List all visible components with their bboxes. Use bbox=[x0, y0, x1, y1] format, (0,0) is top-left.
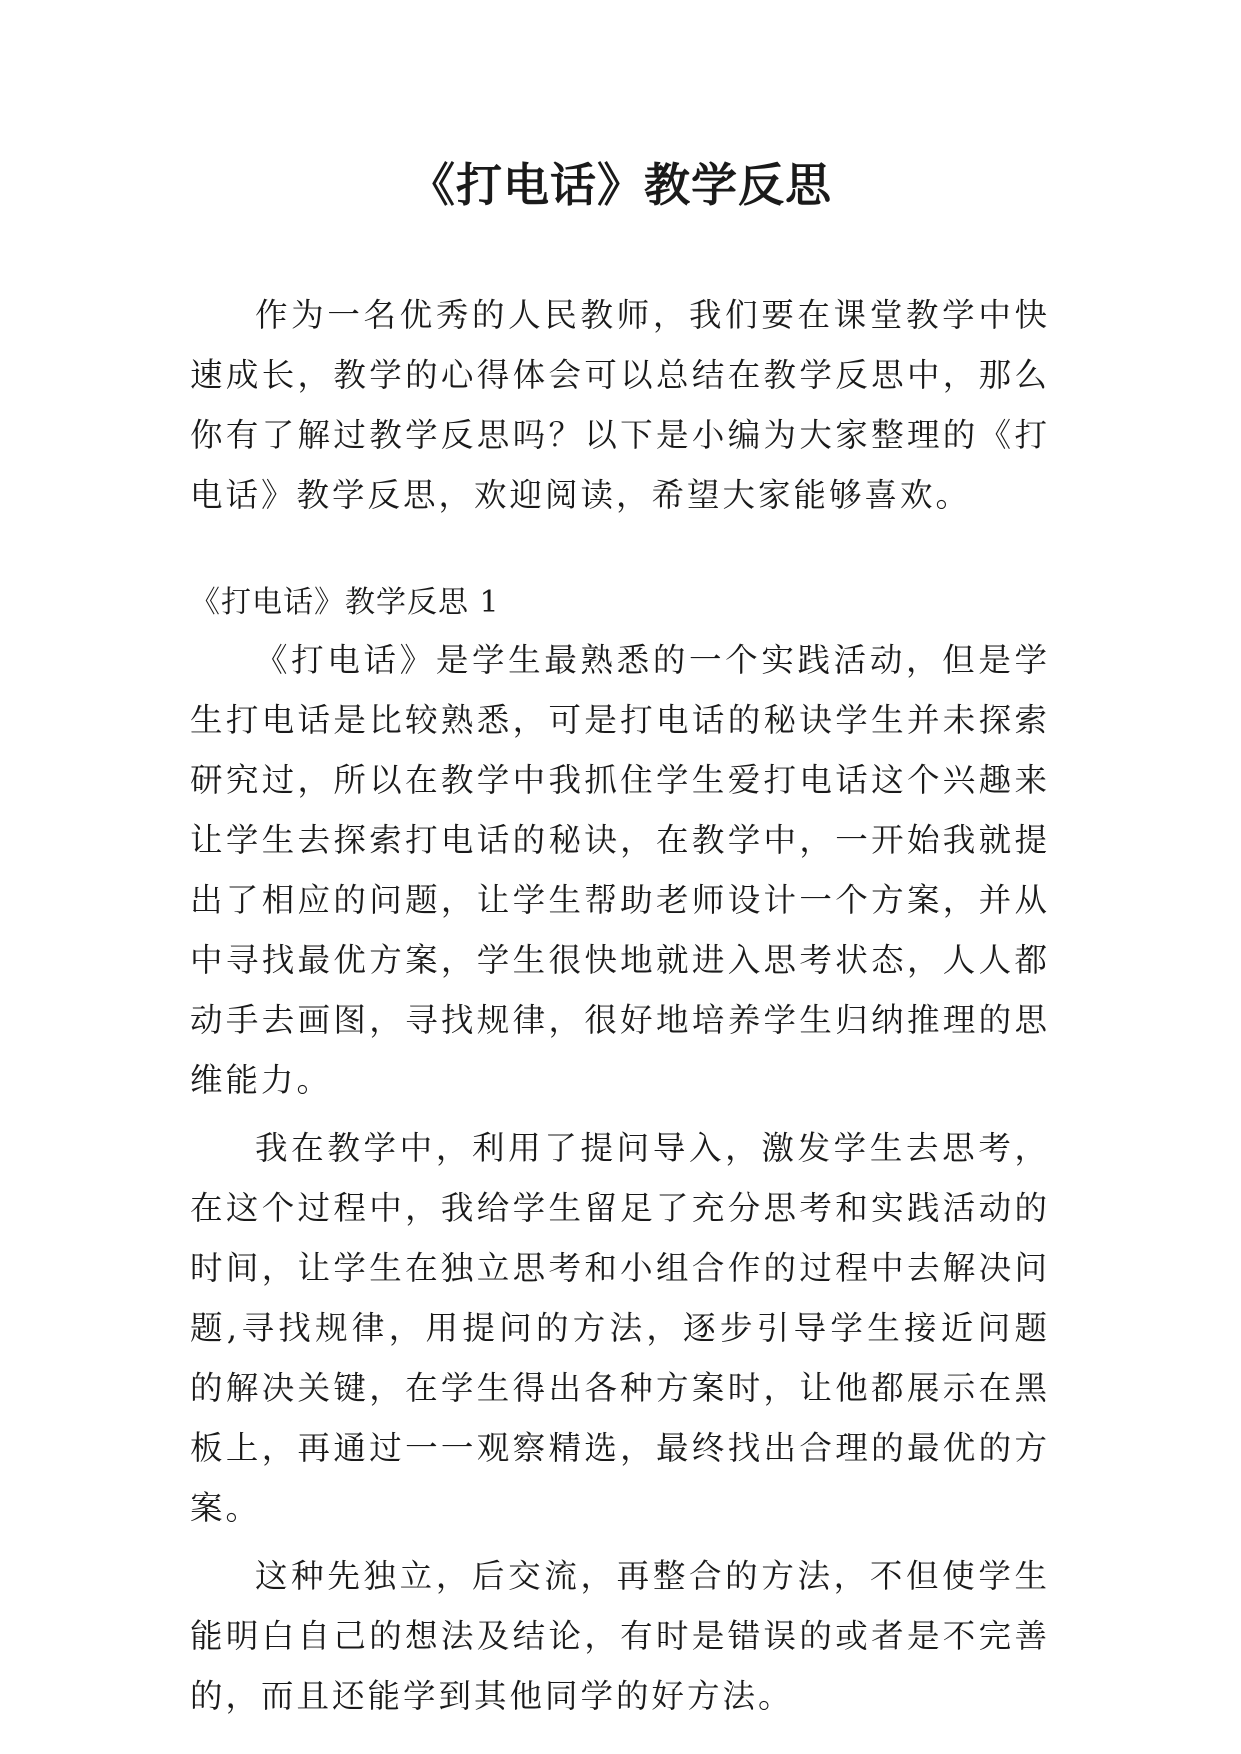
document-title: 《打电话》教学反思 bbox=[409, 158, 832, 212]
section-content bbox=[190, 630, 1050, 1734]
body-paragraph-3: 这种先独立，后交流，再整合的方法，不但使学生能明白自己的想法及结论，有时是错误的或者是不完善的，而且还能学到其他同学的好方法。 bbox=[190, 1557, 1050, 1715]
intro-block bbox=[190, 285, 1050, 525]
section-heading: 《打电话》教学反思 1 bbox=[190, 585, 500, 620]
body-paragraph-1: 《打电话》是学生最熟悉的一个实践活动，但是学生打电话是比较熟悉，可是打电话的秘诀学生并未探索研究过，所以在教学中我抓住学生爱打电话这个兴趣来让学生去探索打电话的秘诀，在教学中，一开始我就提出了相应的问题，让学生帮助老师设计一个方案，并从中寻找最优方案，学生很快地就进入思考状态，人人都动手去画图，寻找规律，很好地培养学生归纳推理的思维能力。 bbox=[190, 641, 1050, 1099]
body-paragraph-2: 我在教学中，利用了提问导入，激发学生去思考，在这个过程中，我给学生留足了充分思考和实践活动的时间，让学生在独立思考和小组合作的过程中去解决问题,寻找规律，用提问的方法，逐步引导学生接近问题的解决关键，在学生得出各种方案时，让他都展示在黑板上，再通过一一观察精选，最终找出合理的最优的方案。 bbox=[190, 1129, 1050, 1527]
intro-paragraph: 作为一名优秀的人民教师，我们要在课堂教学中快速成长，教学的心得体会可以总结在教学反思中，那么你有了解过教学反思吗？以下是小编为大家整理的《打电话》教学反思，欢迎阅读，希望大家能够喜欢。 bbox=[190, 296, 1050, 514]
